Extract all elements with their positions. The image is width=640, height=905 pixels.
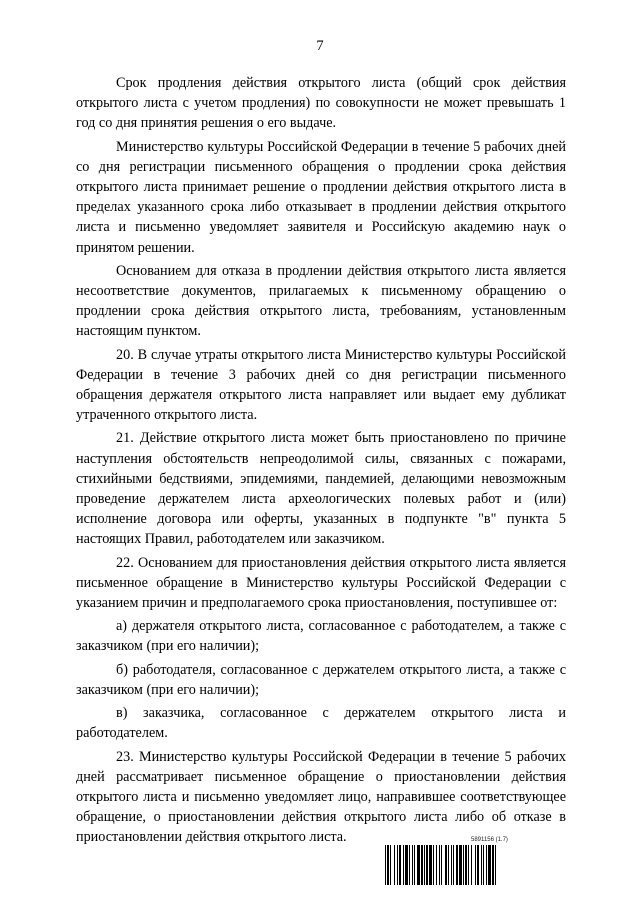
paragraph-item-21: 21. Действие открытого листа может быть приостановлено по причине наступления обстоятельств непреодолимой силы, связанных с пожарами, стихийными бедствиями, эпидемиями, пандемией, делающими невозможным проведение держателем листа археологических полевых работ и (или) исполнение договора или оферты, указанных в подпункте "в" пункта 5 настоящих Правил, работодателем или заказчиком. [76,430,566,548]
barcode-icon [385,845,569,885]
document-body [76,73,566,851]
subitem-b: б) работодателя, согласованное с держателем открытого листа, а также с заказчиком (при его наличии); [76,661,566,698]
paragraph-item-23: 23. Министерство культуры Российской Федерации в течение 5 рабочих дней рассматривает письменное обращение о приостановлении действия открытого листа и письменно уведомляет лицо, направившее соответствующее обращение, о приостановлении действия открытого листа либо об отказе в приостановлении действия открытого листа. [76,748,566,846]
barcode-block [385,837,569,885]
paragraph: Срок продления действия открытого листа (общий срок действия открытого листа с учетом продления) по совокупности не может превышать 1 год со дня принятия решения о его выдаче. [76,75,566,132]
page-number: 7 [316,38,324,54]
paragraph: Основанием для отказа в продлении действия открытого листа является несоответствие документов, прилагаемых к письменному обращению о продлении срока действия открытого листа, требованиям, установленным настоящим пунктом. [76,262,566,340]
paragraph-item-22: 22. Основанием для приостановления действия открытого листа является письменное обращение в Министерство культуры Российской Федерации с указанием причин и предполагаемого срока приостановления, поступившее от: [76,554,566,612]
subitem-v: в) заказчика, согласованное с держателем открытого листа и работодателем. [76,705,566,742]
paragraph-item-20: 20. В случае утраты открытого листа Министерство культуры Российской Федерации в течение 3 рабочих дней со дня регистрации письменного обращения держателя открытого листа направляет или выдает ему дубликат утраченного открытого листа. [76,346,566,424]
subitem-a: а) держателя открытого листа, согласованное с работодателем, а также с заказчиком (при его наличии); [76,618,566,655]
barcode-id: 5891156 (1.7) [471,837,508,843]
paragraph: Министерство культуры Российской Федерации в течение 5 рабочих дней со дня регистрации письменного обращения о продлении срока действия открытого листа принимает решение о продлении действия открытого листа в пределах указанного срока либо отказывает в продлении действия открытого листа и письменно уведомляет заявителя и Российскую академию наук о принятом решении. [76,138,566,256]
